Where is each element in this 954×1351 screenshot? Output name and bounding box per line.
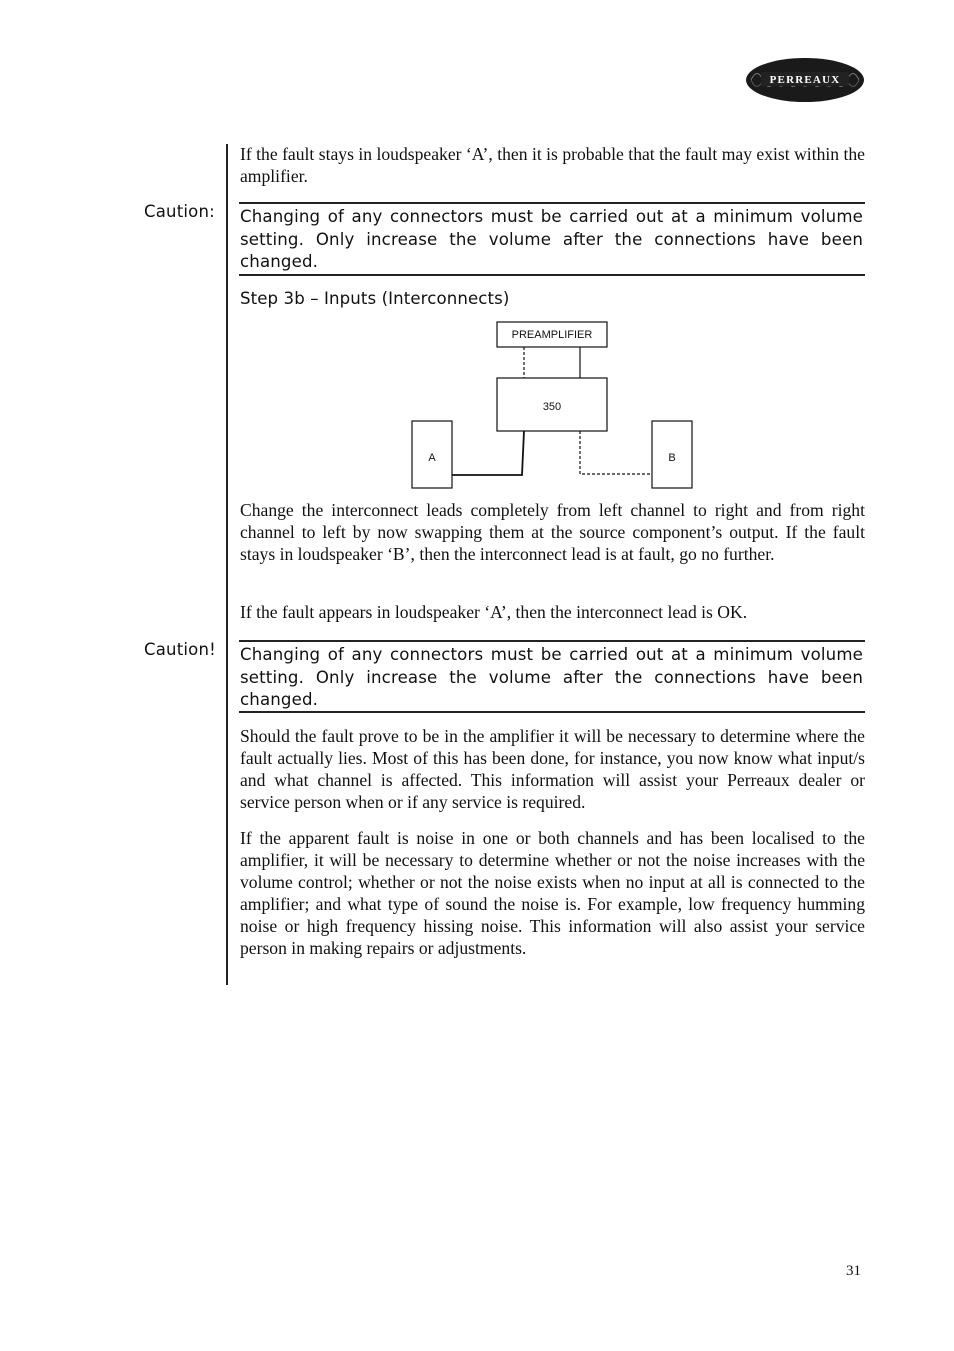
step-heading: Step 3b – Inputs (Interconnects) <box>240 289 510 308</box>
caution-label: Caution: <box>144 202 215 221</box>
caution-label-2: Caution! <box>144 640 216 659</box>
caution-box-2: Changing of any connectors must be carried out at a minimum volume setting. Only increase the volume after the connections have been changed. <box>239 640 865 713</box>
caution-box: Changing of any connectors must be carried out at a minimum volume setting. Only increase the volume after the connections have been changed. <box>239 202 865 276</box>
lead-to-b <box>580 431 652 474</box>
paragraph-fault-in-amplifier: If the fault stays in loudspeaker ‘A’, then it is probable that the fault may exist within the amplifier. <box>240 144 865 186</box>
logo-text: PERREAUX <box>769 74 841 86</box>
interconnect-diagram <box>400 318 710 498</box>
amplifier-label: 350 <box>542 401 562 413</box>
page-number: 31 <box>846 1263 861 1279</box>
margin-rule <box>226 144 228 985</box>
preamplifier-label: PREAMPLIFIER <box>511 329 593 341</box>
paragraph-swap-interconnects: Change the interconnect leads completely from left channel to right and from right channel to left by now swapping them at the source component’s output. If the fault stays in loudspeaker ‘B’, then the interconnect lead is at fault, go no further. <box>240 500 865 564</box>
speaker-a-label: A <box>428 452 436 464</box>
perreaux-logo <box>745 57 865 103</box>
speaker-b-label: B <box>668 452 676 464</box>
paragraph-noise-fault: If the apparent fault is noise in one or both channels and has been localised to the amplifier, it will be necessary to determine whether or not the noise increases with the volume control; whether or not the noise exists when no input at all is connected to the amplifier; and what type of sound the noise is. For example, low frequency humming noise or high frequency hissing noise. This information will also assist your service person in making repairs or adjustments. <box>240 828 865 958</box>
lead-to-a <box>452 431 524 475</box>
paragraph-interconnect-ok: If the fault appears in loudspeaker ‘A’, then the interconnect lead is OK. <box>240 602 748 622</box>
paragraph-determine-fault: Should the fault prove to be in the amplifier it will be necessary to determine where the fault actually lies. Most of this has been done, for instance, you now know what input/s and what channel is affected. This information will assist your Perreaux dealer or service person when or if any service is required. <box>240 726 865 812</box>
